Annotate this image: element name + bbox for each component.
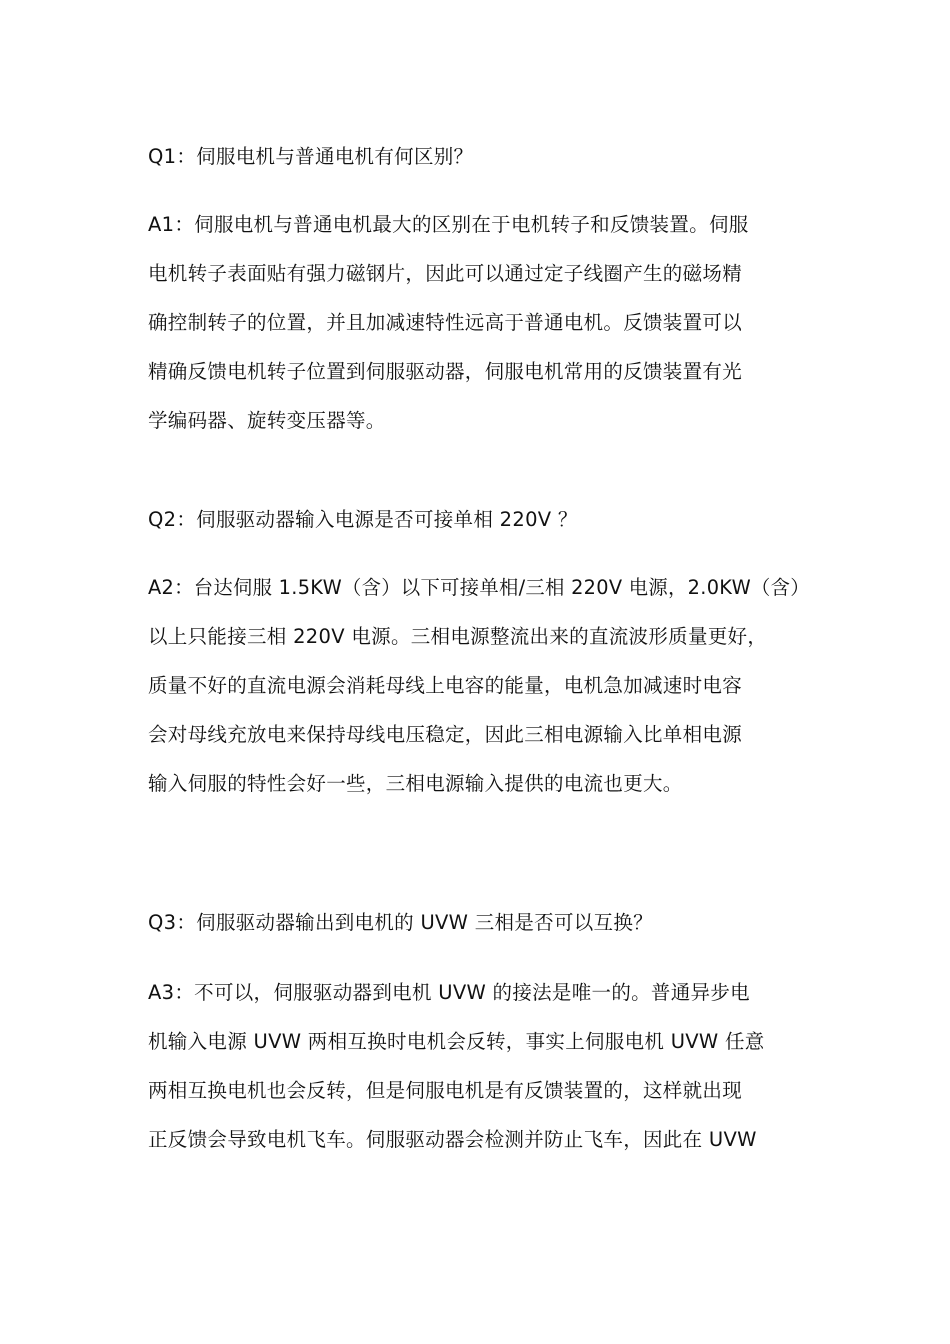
answer-3-line-4: 正反馈会导致电机飞车。伺服驱动器会检测并防止飞车，因此在 UVW <box>148 1128 757 1151</box>
answer-2-line-3: 质量不好的直流电源会消耗母线上电容的能量，电机急加减速时电容 <box>148 674 743 697</box>
answer-1-line-1: A1：伺服电机与普通电机最大的区别在于电机转子和反馈装置。伺服 <box>148 213 749 236</box>
answer-1-line-3: 确控制转子的位置，并且加减速特性远高于普通电机。反馈装置可以 <box>148 311 743 334</box>
answer-1-line-2: 电机转子表面贴有强力磁钢片，因此可以通过定子线圈产生的磁场精 <box>148 262 743 285</box>
answer-3-line-3: 两相互换电机也会反转，但是伺服电机是有反馈装置的，这样就出现 <box>148 1079 743 1102</box>
answer-2-line-5: 输入伺服的特性会好一些，三相电源输入提供的电流也更大。 <box>148 772 683 795</box>
answer-3-line-1: A3：不可以，伺服驱动器到电机 UVW 的接法是唯一的。普通异步电 <box>148 981 750 1004</box>
question-3: Q3：伺服驱动器输出到电机的 UVW 三相是否可以互换？ <box>148 911 653 934</box>
answer-2-line-4: 会对母线充放电来保持母线电压稳定，因此三相电源输入比单相电源 <box>148 723 743 746</box>
answer-2-line-1: A2：台达伺服 1.5KW（含）以下可接单相/三相 220V 电源，2.0KW（含） <box>148 576 810 599</box>
answer-2-line-2: 以上只能接三相 220V 电源。三相电源整流出来的直流波形质量更好， <box>148 625 768 648</box>
answer-1-line-4: 精确反馈电机转子位置到伺服驱动器，伺服电机常用的反馈装置有光 <box>148 360 743 383</box>
answer-1-line-5: 学编码器、旋转变压器等。 <box>148 409 386 432</box>
answer-3-line-2: 机输入电源 UVW 两相互换时电机会反转，事实上伺服电机 UVW 任意 <box>148 1030 765 1053</box>
question-2: Q2：伺服驱动器输入电源是否可接单相 220V ？ <box>148 508 578 531</box>
question-1: Q1：伺服电机与普通电机有何区别？ <box>148 145 474 168</box>
